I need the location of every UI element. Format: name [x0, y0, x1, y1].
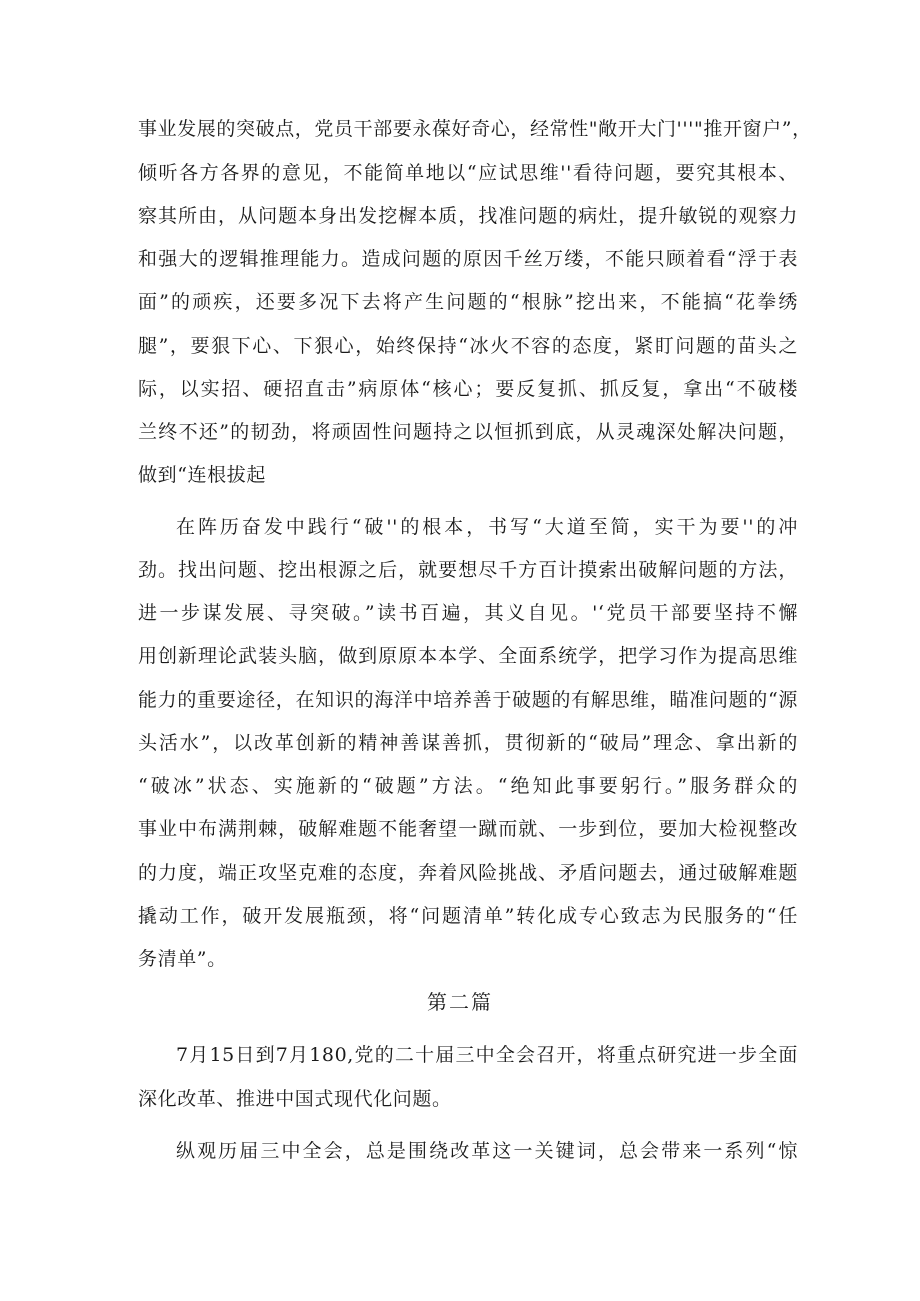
text-line: 际，以实招、硬招直击”病原体“核心；要反复抓、抓反复，拿出“不破楼 — [138, 378, 798, 400]
text-line: 察其所由，从问题本身出发挖樨本质，找准问题的病灶，提升敏锐的观察力 — [138, 205, 798, 227]
text-line: 事业发展的突破点，党员干部要永葆好奇心，经常性"敞开大门'''"推开窗户”， — [138, 118, 812, 140]
text-line: 务清单”。 — [138, 948, 227, 970]
text-line: 7月15日到7月180,党的二十届三中全会召开，将重点研究进一步全面 — [176, 1044, 798, 1066]
text-line: 劲。找出问题、挖出根源之后，就要想尽千方百计摸索出破解问题的方法， — [138, 559, 798, 581]
text-line: 面”的顽疾，还要多况下去将产生问题的“根脉”挖出来，不能搞“花拳绣 — [138, 291, 798, 313]
text-line: 头活水”，以改革创新的精神善谋善抓，贯彻新的“破局”理念、拿出新的 — [138, 732, 798, 754]
text-line: 腿”，要狠下心、下狠心，始终保持“冰火不容的态度，紧盯问题的苗头之 — [138, 335, 798, 357]
text-line: 事业中布满荆棘，破解难题不能奢望一蹴而就、一步到位，要加大检视整改 — [138, 818, 798, 840]
text-line: 和强大的逻辑推理能力。造成问题的原因千丝万缕，不能只顾着看“浮于表 — [138, 248, 798, 270]
text-line: 做到“连根拔起 — [138, 464, 266, 486]
text-line: 能力的重要途径，在知识的海洋中培养善于破题的有解思维，瞄准问题的“源 — [138, 689, 798, 711]
text-line: 兰终不还”的韧劲，将顽固性问题持之以恒抓到底，从灵魂深处解决问题， — [138, 421, 798, 443]
text-line: 倾听各方各界的意见，不能简单地以“应试思维''看待问题，要究其根本、 — [138, 162, 798, 184]
text-line: 的力度，端正攻坚克难的态度，奔着风险挑战、矛盾问题去，通过破解难题 — [138, 862, 798, 884]
text-line: 用创新理论武装头脑，做到原原本本学、全面系统学，把学习作为提高思维 — [138, 645, 798, 667]
text-line: 在阵历奋发中践行“破''的根本，书写“大道至简，实干为要''的冲 — [176, 516, 798, 538]
text-line: 进一步谋发展、寻突破。”读书百遍，其义自见。'‘党员干部要坚持不懈 — [138, 602, 798, 624]
text-line: 纵观历届三中全会，总是围绕改革这一关键词，总会带来一系列“惊 — [176, 1140, 798, 1162]
section-heading: 第二篇 — [427, 990, 493, 1014]
text-line: 撬动工作，破开发展瓶颈，将“问题清单”转化成专心致志为民服务的“任 — [138, 905, 798, 927]
text-line: 深化改革、推进中国式现代化问题。 — [138, 1088, 452, 1110]
text-line: “破冰”状态、实施新的“破题”方法。“绝知此事要躬行。”服务群众的 — [138, 775, 798, 797]
